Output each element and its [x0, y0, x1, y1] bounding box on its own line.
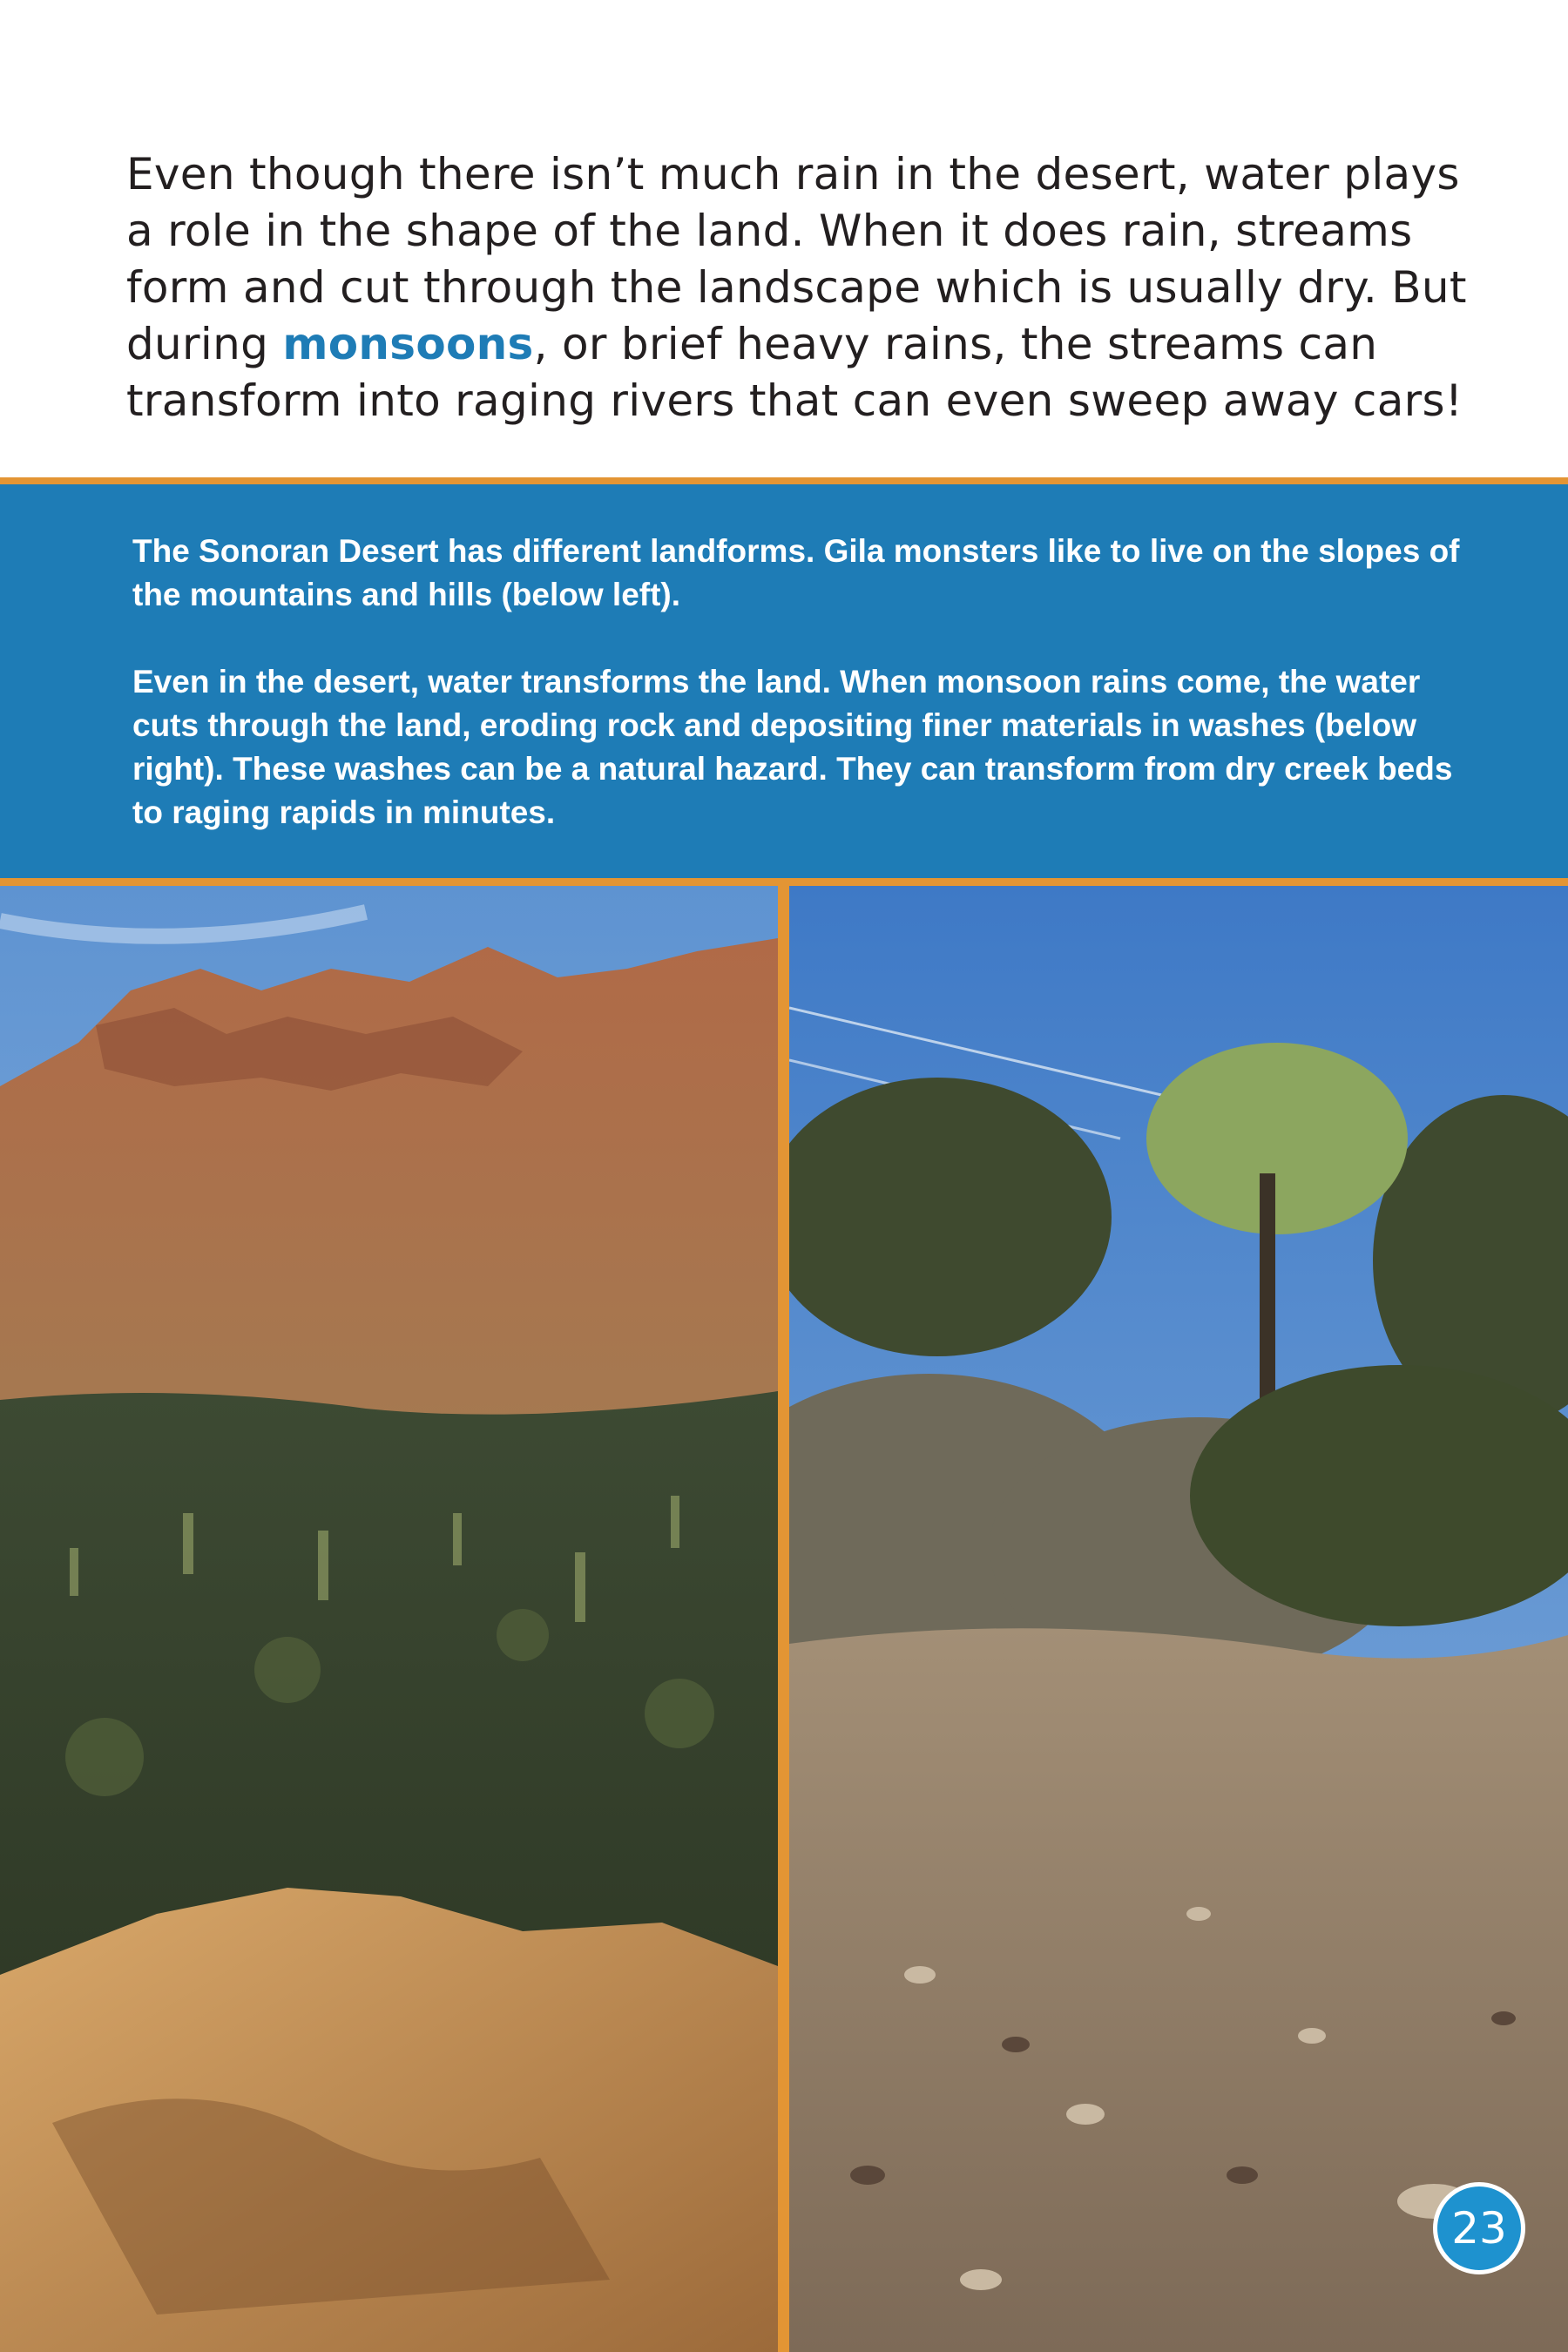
orange-divider-bottom — [0, 878, 1568, 886]
mountain-slope-photo — [0, 886, 778, 2352]
intro-text — [126, 146, 1468, 429]
page-number-badge: 23 — [1433, 2182, 1525, 2274]
intro-paragraph — [126, 146, 1468, 429]
info-panel — [0, 484, 1568, 878]
intro-text-end: , or brief heavy rains, the streams can transform into raging rivers that can even sweep away cars! — [126, 319, 1463, 426]
intro-text-start: Even though there isn’t much rain in the desert, water plays a role in the shape of the land. When it does rain, streams form and cut through the landscape which is usually dry. But during — [126, 149, 1467, 369]
keyword-monsoons: monsoons — [282, 319, 534, 369]
info-panel-text — [132, 530, 1491, 835]
info-paragraph-washes: Even in the desert, water transforms the land. When monsoon rains come, the water cuts through the land, eroding rock and depositing finer materials in washes (below right). These washes can be a natural hazard. They can transform from dry creek beds to raging rapids in minutes. — [132, 664, 1453, 830]
orange-divider-top — [0, 477, 1568, 484]
info-paragraph-landforms: The Sonoran Desert has different landforms. Gila monsters like to live on the slopes of the mountains and hills (below left). — [132, 533, 1460, 612]
photo-divider — [778, 886, 789, 2352]
dry-wash-photo — [789, 886, 1568, 2352]
